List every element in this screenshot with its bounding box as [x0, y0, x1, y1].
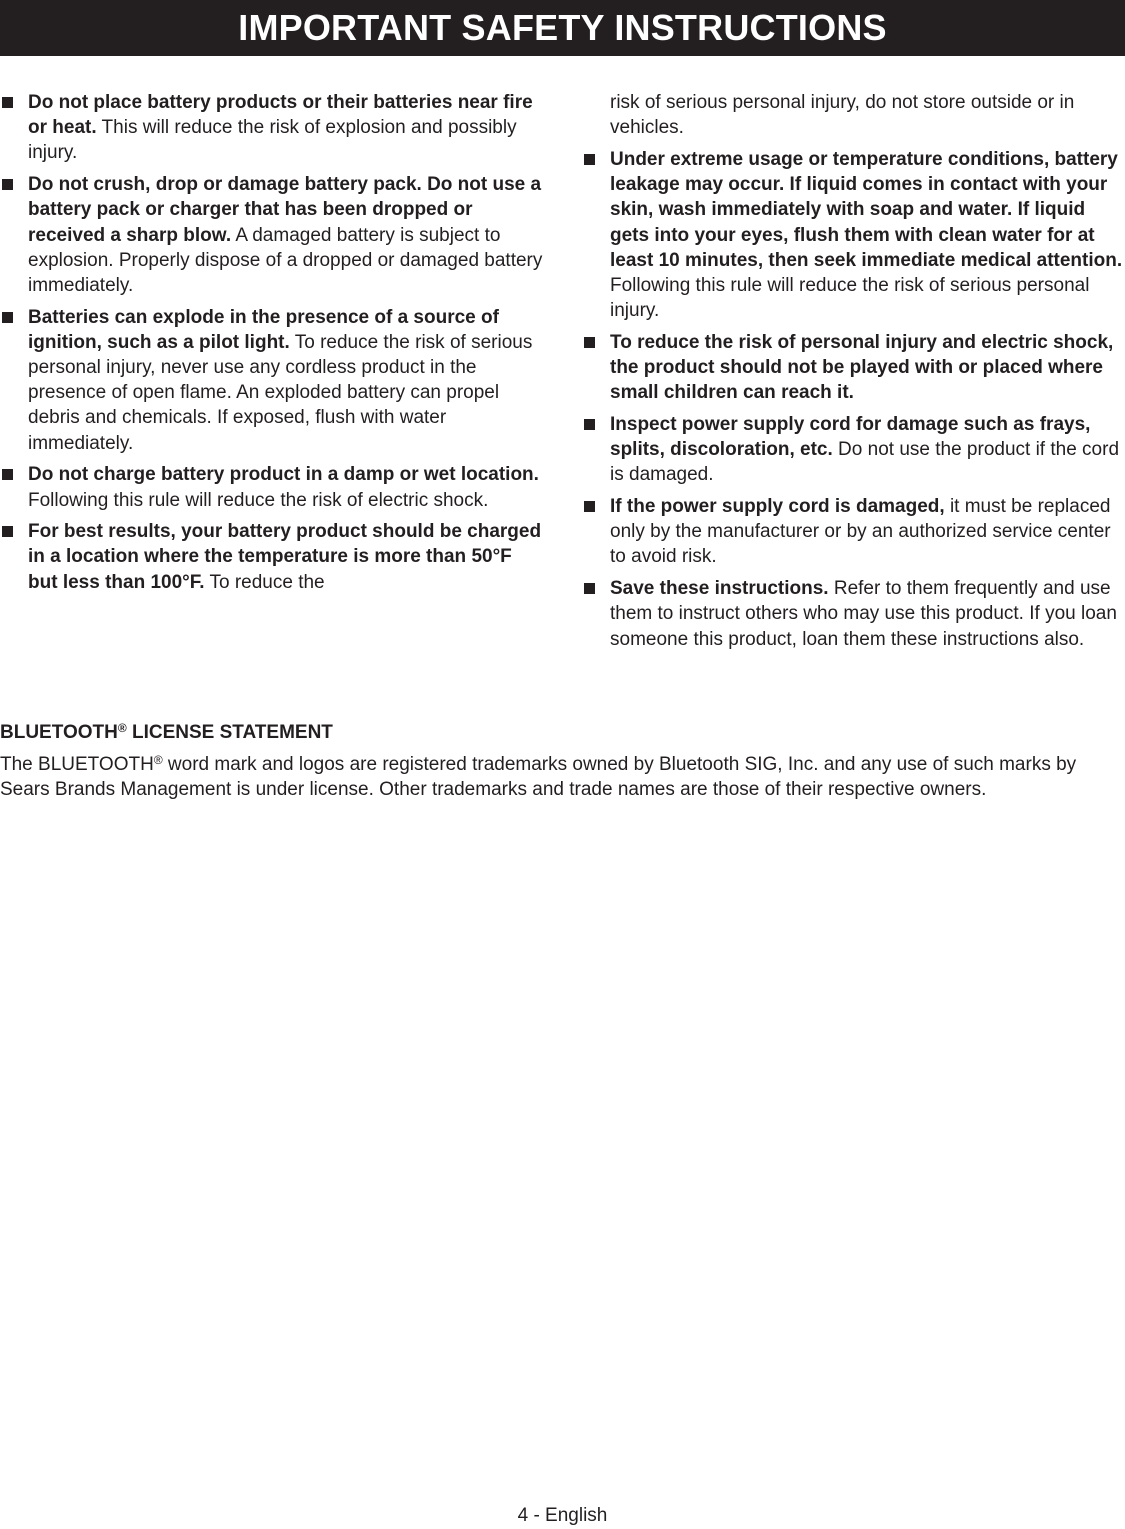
square-bullet-icon	[584, 154, 595, 165]
safety-item	[582, 147, 1125, 323]
square-bullet-icon	[584, 337, 595, 348]
safety-item	[0, 305, 545, 456]
bluetooth-heading-word: BLUETOOTH	[0, 722, 118, 743]
safety-item-emphasis: Do not charge battery product in a damp or wet location.	[28, 464, 539, 486]
safety-item	[0, 172, 545, 298]
safety-item	[582, 494, 1125, 570]
continued-text: risk of serious personal injury, do not store outside or in vehicles.	[610, 92, 1075, 139]
page-title: IMPORTANT SAFETY INSTRUCTIONS	[238, 7, 887, 48]
safety-item-emphasis: Do not crush, drop or damage battery pack. Do not use a battery pack or charger that has been dropped or received a sharp blow.	[28, 174, 542, 246]
safety-item-text: This will reduce the risk of explosion and possibly injury.	[28, 117, 517, 164]
bluetooth-statement	[0, 752, 1110, 802]
bluetooth-heading-rest: LICENSE STATEMENT	[126, 722, 333, 743]
safety-item-emphasis: Inspect power supply cord for damage such as frays, splits, discoloration, etc.	[610, 413, 1091, 461]
safety-item-emphasis: To reduce the risk of personal injury and electric shock, the product should not be played with or placed where small children can reach it.	[610, 331, 1114, 404]
bluetooth-license-section	[0, 720, 1110, 803]
safety-item-emphasis: For best results, your battery product should be charged in a location where the temperature is more than 50°F but less than 100°F.	[28, 521, 542, 593]
bluetooth-statement-text: word mark and logos are registered trademarks owned by Bluetooth SIG, Inc. and any use of such marks by Sears Brands Management is under license. Other trademarks and trade names are those of their respective owners.	[0, 754, 1077, 801]
header-bar	[0, 0, 1125, 56]
square-bullet-icon	[2, 469, 13, 480]
safety-item	[582, 576, 1125, 652]
square-bullet-icon	[2, 97, 13, 108]
left-column	[0, 90, 545, 601]
safety-item-text: Following this rule will reduce the risk of serious personal injury.	[610, 274, 1090, 322]
safety-item-text: Following this rule will reduce the risk of electric shock.	[28, 489, 489, 511]
safety-item	[0, 519, 545, 595]
right-column	[582, 90, 1125, 658]
safety-item	[582, 412, 1125, 488]
square-bullet-icon	[2, 312, 13, 323]
bluetooth-statement-word: The BLUETOOTH	[0, 754, 154, 776]
safety-item-text: Refer to them frequently and use them to instruct others who may use this product. If you loan someone this product, loan them these instructions also.	[610, 578, 1117, 650]
page-footer: 4 - English	[517, 1505, 608, 1526]
bluetooth-heading	[0, 720, 1110, 745]
safety-item	[0, 462, 545, 512]
square-bullet-icon	[2, 526, 13, 537]
square-bullet-icon	[584, 501, 595, 512]
safety-item-text: Do not use the product if the cord is damaged.	[610, 439, 1120, 486]
safety-item-text: A damaged battery is subject to explosion. Properly dispose of a dropped or damaged battery immediately.	[28, 224, 543, 296]
safety-item-text: To reduce the risk of serious personal injury, never use any cordless product in the presence of open flame. An exploded battery can propel debris and chemicals. If exposed, flush with water immediately.	[28, 331, 533, 454]
safety-item-emphasis: If the power supply cord is damaged,	[610, 496, 945, 518]
square-bullet-icon	[584, 419, 595, 430]
square-bullet-icon	[2, 179, 13, 190]
registered-mark: ®	[153, 753, 163, 768]
safety-item-text: To reduce the	[204, 571, 325, 593]
registered-mark: ®	[117, 721, 127, 735]
safety-item-emphasis: Save these instructions.	[610, 578, 829, 600]
safety-item-text: it must be replaced only by the manufacturer or by an authorized service center to avoid risk.	[610, 496, 1111, 568]
safety-item-emphasis: Do not place battery products or their batteries near fire or heat.	[28, 92, 533, 139]
safety-item	[582, 330, 1125, 406]
square-bullet-icon	[584, 583, 595, 594]
safety-item	[0, 90, 545, 166]
safety-item-emphasis: Under extreme usage or temperature conditions, battery leakage may occur. If liquid comes in contact with your skin, wash immediately with soap and water. If liquid gets into your eyes, flush them with clean water for at least 10 minutes, then seek immediate medical attention.	[610, 148, 1123, 271]
safety-item-emphasis: Batteries can explode in the presence of a source of ignition, such as a pilot light.	[28, 306, 499, 353]
